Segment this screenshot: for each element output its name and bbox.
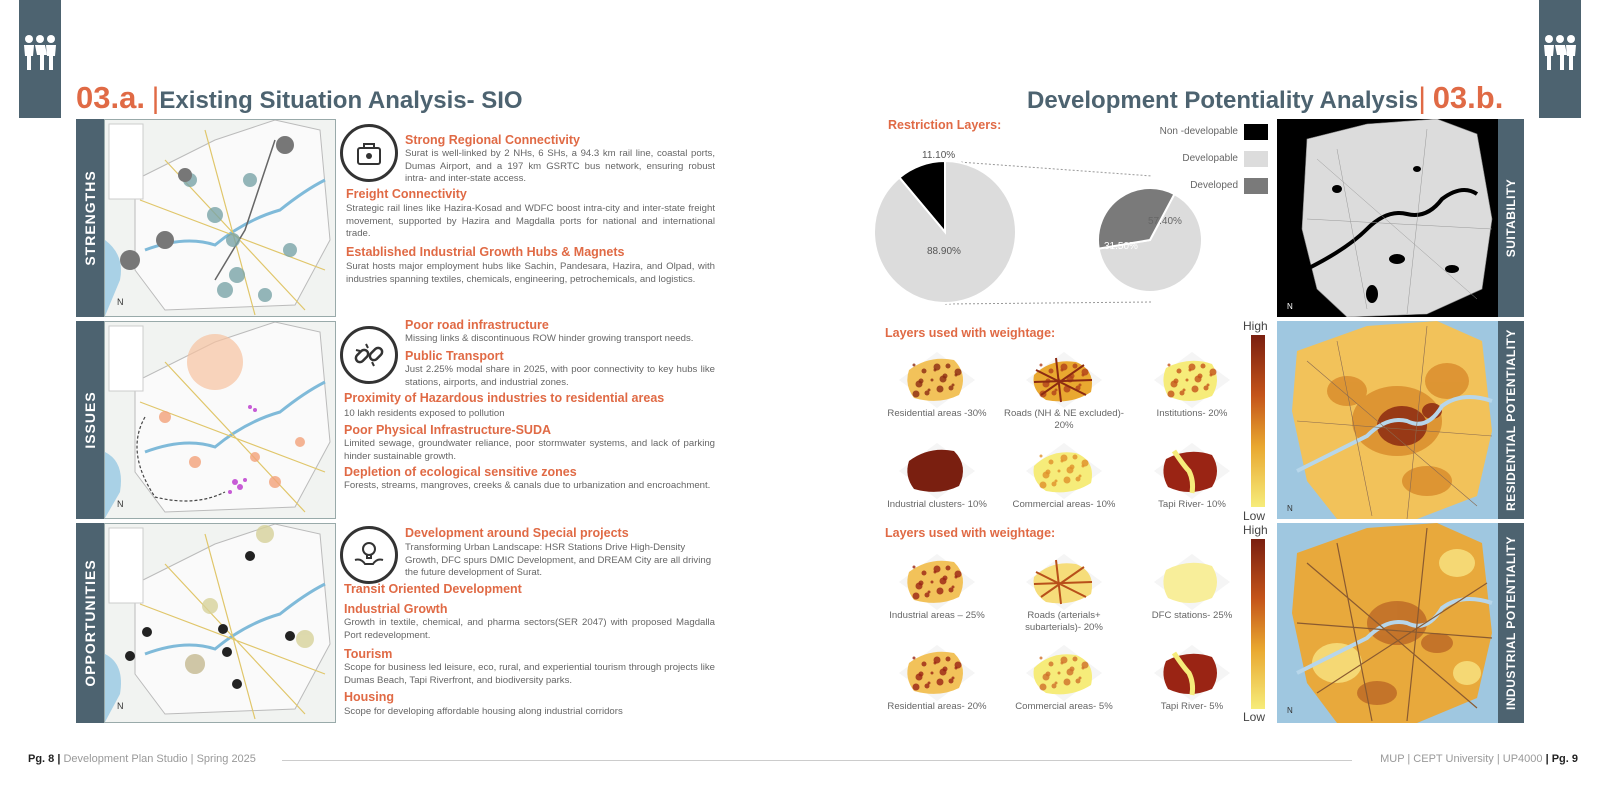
residential-layer-thumbnail [1154,350,1230,415]
opportunities-label: OPPORTUNITIES [82,559,98,687]
suitability-map [1277,119,1498,317]
residential-layer-caption: Tapi River- 10% [1158,499,1226,510]
strengths-map [104,119,336,317]
legend-swatch-developed [1244,178,1268,194]
legend-label-developed: Developed [1190,180,1238,191]
strength-body-2: Strategic rail lines like Hazira-Kosad and WDFC boost intra-city and inter-state freight movement, supported by Hazira and Magdalla ports for national and international trade. [346,203,715,239]
restriction-title: Restriction Layers: [888,118,1002,132]
people-icon [23,34,57,72]
restriction-pie-charts [870,150,1210,310]
suitability-label: SUITABILITY [1504,178,1518,258]
industrial-layer-caption: Roads (arterials+ subarterials)- 20% [1025,610,1103,633]
strengths-label-bar [76,119,104,317]
issue-title-1: Poor road infrastructure [405,318,549,332]
pie1-slice-1 [874,161,1016,303]
strength-title-2: Freight Connectivity [346,187,467,201]
opportunity-body-4: Scope for business led leisure, eco, rural, and experiential tourism through projects like Dumas Beach, Tapi Riverfront, and biodiversity parks. [344,662,715,686]
opportunity-title-2: Transit Oriented Development [344,582,522,596]
industrial-layer-caption: Commercial areas- 5% [1015,701,1113,712]
issue-title-3: Proximity of Hazardous industries to residential areas [344,391,665,405]
residential-label-bar [1498,321,1524,519]
industrial-layer-thumbnail [1026,552,1102,617]
opportunity-body-1: Transforming Urban Landscape: HSR Stations Drive High-Density Growth, DFC spurs DMIC Development, and DREAM City are all driving the future development of Surat. [405,542,712,578]
footer-right-page: | Pg. 9 [1545,753,1578,765]
connectivity-icon-circle [340,124,398,182]
issues-map [104,321,336,519]
legend-swatch-nondev [1244,124,1268,140]
issue-body-3: 10 lakh residents exposed to pollution [344,408,505,419]
footer-right [1380,753,1578,765]
industrial-layer-thumbnail [899,643,975,708]
footer-left-page: Pg. 8 | [28,753,61,765]
connectivity-icon [352,136,386,170]
opportunity-title-5: Housing [344,690,394,704]
left-section-number: 03.a. [76,80,145,115]
issue-body-1: Missing links & discontinuous ROW hinder growing transport needs. [405,333,694,344]
svg-text:N: N [1287,504,1293,513]
svg-text:N: N [117,499,124,509]
opportunity-title-4: Tourism [344,647,393,661]
opportunity-title-1: Development around Special projects [405,526,629,540]
footer-right-text: MUP | CEPT University | UP4000 [1380,753,1543,765]
issue-body-2: Just 2.25% modal share in 2025, with poor connectivity to key hubs like stations, airports, and industrial zones. [405,364,715,388]
industrial-potentiality-label: INDUSTRIAL POTENTIALITY [1504,536,1518,710]
legend-label-nondev: Non -developable [1159,126,1238,137]
residential-layer-thumbnail [1026,350,1102,415]
issue-body-5: Forests, streams, mangroves, creeks & canals due to urbanization and encroachment. [344,480,711,491]
residential-layer-caption: Industrial clusters- 10% [887,499,987,510]
residential-potentiality-map [1277,321,1498,519]
industrial-layer-thumbnail [1026,643,1102,708]
right-corner-tab [1539,0,1581,118]
issues-label: ISSUES [82,391,98,449]
issue-title-5: Depletion of ecological sensitive zones [344,465,577,479]
right-page-title: Development Potentiality Analysis| 03.b. [1027,80,1504,115]
right-title-text: Development Potentiality Analysis [1027,87,1419,114]
lightbulb-hand-icon [352,538,386,572]
residential-layer-thumbnail [899,350,975,415]
residential-potentiality-label: RESIDENTIAL POTENTIALITY [1504,329,1518,511]
footer-left [28,753,256,765]
strength-body-3: Surat hosts major employment hubs like Sachin, Pandesara, Hazira, and Olpad, with industries spanning textiles, chemicals, engineering, petrochemicals, and logistics. [346,261,715,285]
suitability-label-bar [1498,119,1524,317]
left-corner-tab [19,0,61,118]
residential-ramp-high: High [1243,319,1268,333]
footer-divider [282,760,1352,761]
issue-title-4: Poor Physical Infrastructure-SUDA [344,423,551,437]
industrial-label-bar [1498,523,1524,723]
zoom-line-bottom [945,302,1152,304]
industrial-layer-caption: Industrial areas – 25% [889,610,985,621]
industrial-layer-thumbnail [1154,643,1230,708]
issue-body-4: Limited sewage, groundwater reliance, poor stormwater systems, and lack of parking hinder sustainable growth. [344,438,715,462]
industrial-color-ramp [1251,539,1265,709]
opportunities-label-bar [76,523,104,723]
residential-layer-caption: Residential areas -30% [887,408,987,419]
opportunity-body-3: Growth in textile, chemical, and pharma sectors(SER 2047) with proposed Magdalla Port redevelopment. [344,617,715,641]
strength-title-1: Strong Regional Connectivity [405,133,581,147]
opportunities-map [104,523,336,723]
industrial-layer-caption: Residential areas- 20% [887,701,987,712]
legend-label-dev: Developable [1182,153,1238,164]
residential-layer-thumbnail [1154,441,1230,506]
pie-total [874,161,1016,303]
pie1-label-nondev: 11.10% [922,150,956,161]
industrial-ramp-high: High [1243,523,1268,537]
opportunity-title-3: Industrial Growth [344,602,448,616]
svg-text:N: N [117,701,124,711]
left-page-title: 03.a. |Existing Situation Analysis- SIO [76,80,523,115]
residential-layer-thumbnail [1026,441,1102,506]
residential-layer-caption: Institutions- 20% [1156,408,1228,419]
opportunity-body-5: Scope for developing affordable housing along industrial corridors [344,706,623,717]
right-section-number: 03.b. [1432,80,1504,115]
industrial-layer-thumbnail [899,552,975,617]
industrial-layers-title: Layers used with weightage: [885,526,1056,540]
industrial-layer-caption: Tapi River- 5% [1160,701,1224,712]
strengths-label: STRENGTHS [82,170,98,266]
footer-left-text: Development Plan Studio | Spring 2025 [63,753,256,765]
residential-ramp-low: Low [1243,509,1266,523]
people-icon [1543,34,1577,72]
issue-title-2: Public Transport [405,349,504,363]
issues-label-bar [76,321,104,519]
residential-layer-thumbnail [899,441,975,506]
pie2-label-developed: 31.50% [1104,241,1138,252]
svg-text:N: N [1287,302,1293,311]
pie-developable-breakdown [1098,188,1202,292]
industrial-layer-thumbnail [1154,552,1230,617]
svg-text:N: N [117,297,124,307]
broken-link-icon-circle [340,326,398,384]
strength-title-3: Established Industrial Growth Hubs & Magnets [346,245,625,259]
residential-layer-caption: Commercial areas- 10% [1012,499,1116,510]
left-title-text: Existing Situation Analysis- SIO [159,87,523,114]
strength-body-1: Surat is well-linked by 2 NHs, 6 SHs, a 94.3 km rail line, coastal ports, Dumas Airport, and a 197 km GSRTC bus network, ensuring robust intra- and inter-state access. [405,148,715,184]
industrial-ramp-low: Low [1243,710,1266,724]
legend-swatch-dev [1244,151,1268,167]
idea-hands-icon-circle [340,526,398,584]
residential-layers-title: Layers used with weightage: [885,326,1056,340]
broken-chain-icon [352,338,386,372]
industrial-potentiality-map [1277,523,1498,723]
svg-text:N: N [1287,706,1293,715]
residential-layer-caption: Roads (NH & NE excluded)- 20% [1004,408,1124,431]
pie1-label-dev: 88.90% [927,246,961,257]
residential-color-ramp [1251,335,1265,507]
pie2-label-developable: 57.40% [1148,216,1182,227]
industrial-layer-caption: DFC stations- 25% [1151,610,1233,621]
